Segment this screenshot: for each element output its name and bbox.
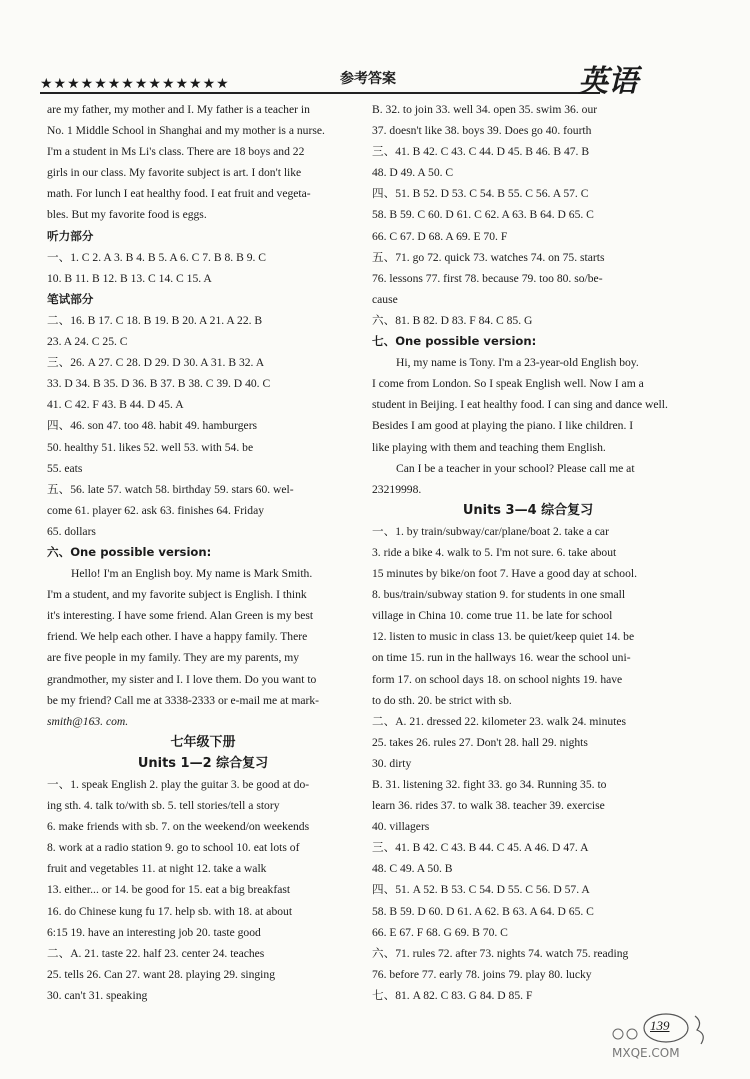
text-line: 四、46. son 47. too 48. habit 49. hamburgers [47,419,258,433]
text-line: Hello! I'm an English boy. My name is Mark Smith. [71,567,313,581]
text-line: 12. listen to music in class 13. be quiet/keep quiet 14. be [372,630,635,644]
text-line: math. For lunch I eat healthy food. I eat fruit and vegeta- [47,187,311,201]
text-line: village in China 10. come true 11. be late for school [372,609,613,623]
text-line: 10. B 11. B 12. B 13. C 14. C 15. A [47,271,212,285]
text-line: 3. ride a bike 4. walk to 5. I'm not sure. 6. take about [372,545,617,559]
text-line: 四、51. B 52. D 53. C 54. B 55. C 56. A 57. C [372,187,589,201]
text-line: B. 31. listening 32. fight 33. go 34. Running 35. to [372,778,607,791]
text-line: girls in our class. My favorite subject is art. I don't like [47,166,302,180]
text-line: bles. But my favorite food is eggs. [47,208,207,222]
page-number: 139 [650,1018,670,1033]
text-line: 66. E 67. F 68. G 69. B 70. C [372,925,508,939]
text-line: are my father, my mother and I. My father is a teacher in [47,103,310,116]
text-line: 六、71. rules 72. after 73. nights 74. watch 75. reading [372,946,629,960]
text-line: form 17. on school days 18. on school nights 19. have [372,672,623,686]
section-heading: Units 3—4 综合复习 [462,502,594,518]
text-line: 一、1. speak English 2. play the guitar 3. be good at do- [47,778,310,791]
section-label: 七、One possible version: [372,334,537,349]
text-line: 23. A 24. C 25. C [47,335,128,349]
text-line: 23219998. [372,482,422,496]
text-line: 30. can't 31. speaking [47,988,148,1002]
section-heading: 七年级下册 [170,734,236,750]
text-line: 三、41. B 42. C 43. C 44. D 45. B 46. B 47. B [372,145,590,159]
text-line: friend. We help each other. I have a happy family. There [47,630,308,644]
left-column [47,99,359,1006]
text-line: to do sth. 20. be strict with sb. [372,693,512,707]
text-line: 三、26. A 27. C 28. D 29. D 30. A 31. B 32. A [47,356,265,370]
text-line: fruit and vegetables 11. at night 12. take a walk [47,862,267,876]
text-line: 65. dollars [47,524,96,538]
text-line: 二、16. B 17. C 18. B 19. B 20. A 21. A 22. B [47,313,263,327]
text-line: 41. C 42. F 43. B 44. D 45. A [47,398,184,412]
text-line: 30. dirty [372,756,412,770]
text-line: Can I be a teacher in your school? Please call me at [396,461,635,475]
text-line: 二、A. 21. dressed 22. kilometer 23. walk 24. minutes [372,714,627,728]
text-line: be my friend? Call me at 3338-2333 or e-mail me at mark- [47,693,320,707]
text-line: I'm a student in Ms Li's class. There are 18 boys and 22 [47,145,305,159]
text-line: grandmother, my sister and I. I love them. Do you want to [47,672,317,686]
text-line: No. 1 Middle School in Shanghai and my mother is a nurse. [47,124,325,138]
text-line: 55. eats [47,461,83,475]
text-line: 6. make friends with sb. 7. on the weekend/on weekends [47,820,310,834]
text-line: 8. work at a radio station 9. go to school 10. eat lots of [47,841,300,855]
section-heading: Units 1—2 综合复习 [137,755,269,771]
text-line: smith@163. com. [47,714,129,728]
subject-logo: 英语 [578,64,638,99]
text-line: 58. B 59. C 60. D 61. C 62. A 63. B 64. D 65. C [372,208,594,222]
text-line: 六、81. B 82. D 83. F 84. C 85. G [372,313,533,327]
text-line: I come from London. So I speak English well. Now I am a [372,377,644,391]
right-column [372,99,684,1006]
text-line: 13. either... or 14. be good for 15. eat a big breakfast [47,883,291,897]
section-label: 听力部分 [47,228,94,243]
text-line: 三、41. B 42. C 43. B 44. C 45. A 46. D 47. A [372,841,589,855]
text-line: 一、1. by train/subway/car/plane/boat 2. take a car [372,524,609,538]
section-label: 六、One possible version: [47,544,212,559]
text-line: 一、1. C 2. A 3. B 4. B 5. A 6. C 7. B 8. B 9. C [47,250,267,264]
text-line: 50. healthy 51. likes 52. well 53. with 54. be [47,440,254,454]
section-label: 笔试部分 [47,291,94,306]
text-line: on time 15. run in the hallways 16. wear the school uni- [372,651,631,665]
text-line: 16. do Chinese kung fu 17. help sb. with 18. at about [47,904,293,918]
text-line: 二、A. 21. taste 22. half 23. center 24. teaches [47,946,265,960]
text-line: 40. villagers [372,820,430,834]
text-line: 25. takes 26. rules 27. Don't 28. hall 29. nights [372,735,588,749]
text-line: 33. D 34. B 35. D 36. B 37. B 38. C 39. D 40. C [47,377,271,391]
text-line: student in Beijing. I eat healthy food. I can sing and dance well. [372,398,668,412]
star-decoration: ★★★★★★★★★★★★★★ [40,76,230,92]
text-line: 五、71. go 72. quick 73. watches 74. on 75. starts [372,250,605,264]
text-line: learn 36. rides 37. to walk 38. teacher 39. exercise [372,799,605,813]
text-line: 66. C 67. D 68. A 69. E 70. F [372,229,508,243]
text-line: Hi, my name is Tony. I'm a 23-year-old English boy. [396,356,639,370]
text-line: Besides I am good at playing the piano. I like children. I [372,419,634,433]
text-line: 48. D 49. A 50. C [372,166,454,180]
text-line: 58. B 59. D 60. D 61. A 62. B 63. A 64. D 65. C [372,904,594,918]
header-rule [40,92,600,94]
text-line: 37. doesn't like 38. boys 39. Does go 40. fourth [372,124,592,138]
text-line: 七、81. A 82. C 83. G 84. D 85. F [372,988,533,1002]
text-line: ing sth. 4. talk to/with sb. 5. tell stories/tell a story [47,799,280,813]
text-line: it's interesting. I have some friend. Alan Green is my best [47,609,314,623]
text-line: 76. before 77. early 78. joins 79. play 80. lucky [372,967,592,981]
header-title: 参考答案 [340,71,396,87]
text-line: cause [372,292,398,306]
text-line: 48. C 49. A 50. B [372,862,453,876]
text-line: 五、56. late 57. watch 58. birthday 59. stars 60. wel- [47,482,294,496]
text-line: 8. bus/train/subway station 9. for students in one small [372,588,626,602]
text-line: are five people in my family. They are my parents, my [47,651,300,665]
text-line: B. 32. to join 33. well 34. open 35. swim 36. our [372,103,598,116]
text-line: 15 minutes by bike/on foot 7. Have a good day at school. [372,567,637,581]
text-line: like playing with them and teaching them English. [372,440,606,454]
text-line: 76. lessons 77. first 78. because 79. too 80. so/be- [372,271,603,285]
text-line: 四、51. A 52. B 53. C 54. D 55. C 56. D 57. A [372,883,590,897]
watermark: MXQE.COM [612,1046,680,1060]
page-header [0,0,750,100]
text-line: 25. tells 26. Can 27. want 28. playing 29. singing [47,967,275,981]
text-line: I'm a student, and my favorite subject is English. I think [47,588,307,602]
text-line: come 61. player 62. ask 63. finishes 64. Friday [47,503,265,517]
text-line: 6:15 19. have an interesting job 20. taste good [47,925,261,939]
